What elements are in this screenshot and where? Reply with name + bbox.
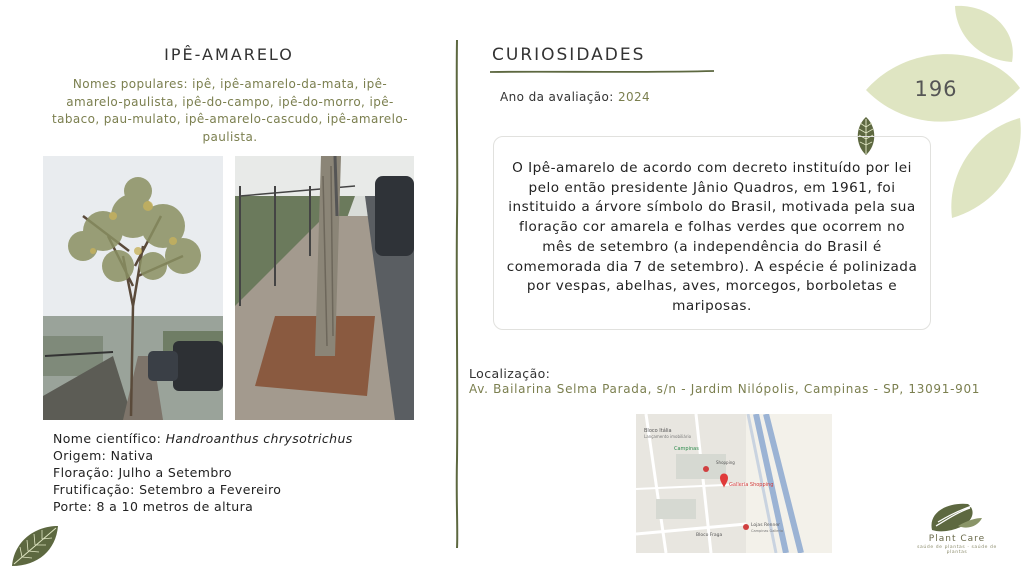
evaluation-year: Ano da avaliação: 2024 — [500, 90, 651, 104]
map-label-1: Bloco Itália — [644, 428, 672, 434]
spec-size: Porte: 8 a 10 metros de altura — [53, 499, 254, 514]
spec-flowering: Floração: Julho a Setembro — [53, 465, 232, 480]
curiosity-text: O Ipê-amarelo de acordo com decreto instituído por lei pelo então presidente Jânio Quadros, em 1961, foi instituido a árvore símbolo do Brasil, motivada pela sua floração cor amarela e folhas verdes que ocorrem no mês de setembro (a independência do Brasil é comemorada dia 7 de setembro). A espécie é polinizada por vespas, abelhas, aves, morcegos, borboletas e mariposas. — [506, 160, 918, 314]
map-label-6: Bloco Fraga — [696, 533, 723, 538]
plant-care-logo — [918, 500, 998, 534]
tree-specs — [53, 430, 353, 515]
spec-origin: Origem: Nativa — [53, 448, 154, 463]
tree-title: IPÊ-AMARELO — [164, 45, 294, 64]
map-label-8: Campinas Galleria — [751, 529, 784, 533]
leaf-top — [955, 6, 1013, 62]
map-label-7: Lojas Renner — [751, 523, 780, 528]
scientific-name-value: Handroanthus chrysotrichus — [165, 431, 353, 446]
map-label-3: Campinas — [674, 446, 699, 452]
spec-fruiting: Frutificação: Setembro a Fevereiro — [53, 482, 282, 497]
tree-photo — [43, 156, 223, 420]
leaf-bottom — [951, 118, 1020, 218]
brand-tagline: saúde de plantas · saúde de plantas — [917, 545, 997, 555]
curiosities-title: CURIOSIDADES — [492, 45, 646, 65]
column-divider — [454, 40, 460, 548]
popular-names: Nomes populares: ipê, ipê-amarelo-da-mata, ipê-amarelo-paulista, ipê-do-campo, ipê-do-morro, ipê-tabaco, pau-mulato, ipê-amarelo-cascudo, ipê-amarelo-paulista. — [51, 77, 409, 144]
location-map[interactable] — [636, 414, 832, 553]
map-label-5: Galleria Shopping — [729, 482, 774, 488]
curiosity-card — [493, 136, 931, 330]
corner-leaf-icon — [8, 522, 62, 570]
map-label-4: Shopping — [716, 460, 735, 465]
location-label: Localização: — [469, 366, 551, 381]
location-address: Av. Bailarina Selma Parada, s/n - Jardim Nilópolis, Campinas - SP, 13091-901 — [469, 382, 981, 396]
trunk-photo — [235, 156, 414, 420]
title-underline — [490, 68, 714, 76]
brand-name: Plant Care — [928, 534, 986, 544]
year-value: 2024 — [617, 90, 651, 104]
spec-scientific-name: Nome científico: Handroanthus chrysotrichus — [53, 431, 353, 446]
page-number-badge: 196 — [914, 77, 958, 101]
map-label-2: Lançamento imobiliário — [644, 434, 692, 439]
